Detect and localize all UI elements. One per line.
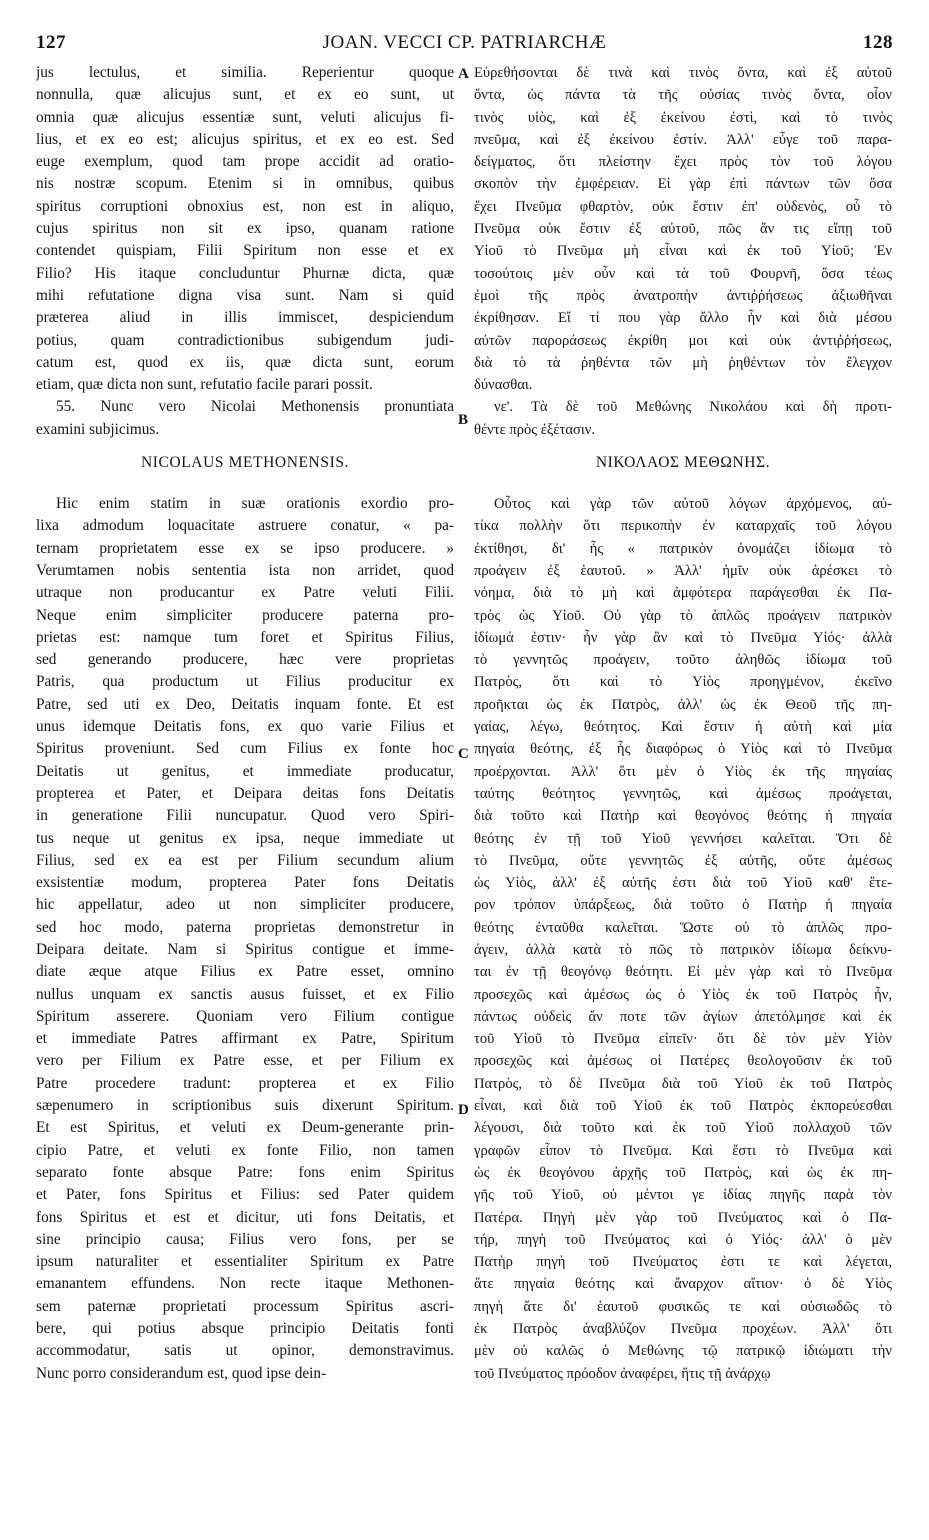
text-line: Εὑρεθήσονται δὲ τινὰ καὶ τινὸς ὄντα, καὶ ἐξ αὐτοῦ (474, 65, 892, 81)
text-line: nonnulla, quæ alicujus sunt, et ex eo sunt, ut (36, 86, 454, 104)
text-line: diate æque atque Filius ex Patre esset, omnino (36, 963, 454, 981)
page-number-left: 127 (36, 32, 66, 53)
text-line: hic appellatur, adeo ut non simpliciter producere, (36, 896, 454, 914)
text-line: μὲν οὐ καλῶς ὁ Μεθώνης τῷ πατρικῷ ἰδιώματι τὴν (474, 1343, 892, 1360)
text-line: cujus spiritus non sit ex ipso, quanam ratione (36, 220, 454, 238)
text-line: θεότης ἐν τῇ τοῦ Υἱοῦ γεννήσει καλεῖται. Ὅτι δὲ (474, 830, 892, 847)
text-line: προέρχονται. Ἀλλ' ὅτι μὲν ὁ Υἱὸς ἐκ τῆς πηγαίας (474, 763, 892, 780)
text-line: 55. Nunc vero Nicolai Methonensis pronuntiata (56, 398, 454, 416)
text-line: ἐμοὶ τῆς πρὸς ἀνατροπὴν ἀντιῤῥήσεως ἀξιωθῆναι (474, 287, 892, 304)
text-line: catum est, quod ex iis, quæ dicta sunt, eorum (36, 353, 454, 371)
text-line: πηγὴ ἅτε δι' ἑαυτοῦ φυσικῶς τε καὶ οὐσιωδῶς τὸ (474, 1298, 892, 1315)
text-line: τὸ γεννητῶς προάγειν, τοῦτο ἀληθῶς ἰδίωμα τοῦ (474, 652, 892, 669)
text-line: Filio? His itaque concluduntur Phurnæ dicta, quæ (36, 264, 454, 282)
text-line: Spiritus proveniunt. Sed cum Filius ex fonte hoc (36, 740, 454, 758)
text-line: Patre procedere tradunt: propterea et ex Filio (36, 1074, 454, 1092)
text-line: exsistentiæ modum, propterea Pater fons Deitatis (36, 874, 454, 892)
text-line: δύνασθαι. (474, 377, 533, 394)
text-line: σκοπὸν τὴν ἐμφέρειαν. Εἰ γὰρ ἐπὶ πάντων τῶν ὅσα (474, 176, 892, 193)
text-line: ἔχει Πνεῦμα φθαρτὸν, οὐκ ἔστιν ἐπ' οὐδενὸς, οὗ τὸ (474, 198, 892, 215)
text-line: τοσούτοις μὲν οὖν καὶ τὰ τοῦ Φουρνῆ, ὅσα τέως (474, 265, 892, 282)
text-line: ἅτε πηγαία θεότης καὶ ἄναρχον αἴτιον· ὁ δὲ Υἱὸς (474, 1276, 892, 1293)
text-line: διὰ τοῦτο καὶ Πατὴρ καὶ θεογόνος θεότης ἡ πηγαία (474, 808, 892, 825)
text-line: Filius, sed ex ea est per Filium secundum alium (36, 851, 454, 869)
text-line: ἐκτίθησι, δι' ἧς « πατρικὸν ὀνομάζει ἰδίωμα τὸ (474, 540, 892, 557)
text-line: lixa admodum loquacitate astruere conatur, « pa- (36, 517, 454, 535)
text-line: δείγματος, ὅτι πλείστην ἔχει πρὸς τὸν τοῦ λόγου (474, 154, 892, 171)
text-line: ἰδίωμά ἐστιν· ἦν γὰρ ἂν καὶ τὸ Πνεῦμα Υἱός· ἀλλὰ (474, 629, 892, 646)
latin-paragraph-2 (36, 396, 454, 441)
text-line: emanantem effundens. Non recte itaque Methonen- (36, 1275, 454, 1293)
text-line: Spiritum asserere. Quoniam vero Filium contigue (36, 1007, 454, 1025)
text-line: in generatione Filii nuncupatur. Quod vero Spiri- (36, 807, 454, 825)
greek-section-heading: ΝΙΚΟΛΑΟΣ ΜΕΘΩΝΗΣ. (595, 454, 771, 472)
text-line: Deipara deitate. Nam si Spiritus contigue et imme- (36, 940, 454, 958)
text-line: πνεῦμα, καὶ ἐξ ἐκείνου ἐστίν. Ἀλλ' εὖγε τοῦ παρα- (474, 131, 892, 148)
text-line: Verumtamen nobis sententia ista non arridet, quod (36, 561, 454, 579)
running-header (36, 32, 893, 58)
page-number-right: 128 (863, 32, 893, 53)
text-line: τίκα πολλὴν ὅτι περικοπὴν ἐν καταρχαῖς τοῦ λόγου (474, 518, 892, 535)
running-title: JOAN. VECCI CP. PATRIARCHÆ (322, 32, 607, 53)
text-line: προῆκται ὡς ἐκ Πατρὸς, ἀλλ' ὡς ἐκ Θεοῦ τῆς πη- (474, 696, 892, 713)
text-line: Patris, qua productum ut Filius producitur ex (36, 673, 454, 691)
text-line: lius, et ex eo est; alicujus spiritus, et ex eo est. Sed (36, 130, 454, 148)
latin-paragraph-3 (36, 493, 454, 1385)
text-line: Πατρὸς, τὸ δὲ Πνεῦμα διὰ τοῦ Υἱοῦ ἐκ τοῦ Πατρὸς (474, 1075, 892, 1092)
text-line: θεότης ἐνταῦθα καλεῖται. Ὥστε οὐ τὸ ἁπλῶς προ- (474, 919, 892, 936)
text-line: λέγουσι, διὰ τοῦτο καὶ ἐκ τοῦ Υἱοῦ πολλαχοῦ τῶν (474, 1120, 892, 1137)
text-line: Οὗτος καὶ γὰρ τῶν αὐτοῦ λόγων ἀρχόμενος, αὐ- (494, 496, 892, 513)
text-line: νόημα, διὰ τὸ μὴ καὶ ἀμφότερα παράγεσθαι ἐκ Πα- (474, 585, 892, 602)
text-line: προσεχῶς καὶ ἀμέσως ὡς ὁ Υἱὸς ἐκ τοῦ Πατρὸς ἦν, (474, 986, 892, 1003)
text-line: Nunc porro considerandum est, quod ipse dein- (36, 1364, 327, 1382)
text-line: τρὸς ὡς Υἱοῦ. Οὐ γὰρ τὸ ἁπλῶς προάγειν πατρικὸν (474, 607, 892, 624)
latin-column (36, 62, 454, 1385)
text-line: spiritus corruptioni obnoxius est, non est in aliquo, (36, 197, 454, 215)
margin-marker-a: A (458, 66, 469, 82)
text-line: προάγειν ἐξ ἑαυτοῦ. » Ἀλλ' ἡμῖν οὐκ ἀρέσκει τὸ (474, 562, 892, 579)
text-line: utraque non producantur ex Patre veluti Filii. (36, 584, 454, 602)
text-line: et Pater, fons Spiritus et Filius: sed Pater quidem (36, 1186, 454, 1204)
text-line: ρον τρόπον ὑπάρξεως, διὰ τοῦτο ὁ Πατὴρ ἡ πηγαία (474, 897, 892, 914)
text-line: tus neque ut genitus ex ipsa, neque immediate ut (36, 829, 454, 847)
text-line: Patre, sed uti ex Deo, Deitatis inquam fonte. Et est (36, 695, 454, 713)
text-line: αὐτῶν παροράσεως ἐκρίθη μοι καὶ οὐκ ἀντιῤῥήσεως, (474, 332, 892, 349)
text-line: bere, qui potius absque principio Deitatis fonti (36, 1320, 454, 1338)
text-line: ὡς ἐκ θεογόνου ἀρχῆς τοῦ Πατρὸς, καὶ ὡς ἐκ πη- (474, 1164, 892, 1181)
text-line: ὄντα, ὡς πάντα τὰ τῆς οὐσίας τινὸς ὄντα, οἷον (474, 87, 892, 104)
text-line: διὰ τὸ τὰ ῥηθέντα τῶν μὴ ῥηθέντων τὸν ἔλεγχον (474, 354, 892, 371)
text-line: προσεχῶς καὶ ἀμέσως οἱ Πατέρες θεολογοῦσιν ἐκ τοῦ (474, 1053, 892, 1070)
text-line: Πατέρα. Πηγὴ μὲν γὰρ τοῦ Πνεύματος καὶ ὁ Πα- (474, 1209, 892, 1226)
text-line: euge exemplum, quod tam prope accidit ad oratio- (36, 153, 454, 171)
text-line: γαίας, λέγω, θεότητος. Καὶ ἔστιν ἡ αὐτὴ καὶ μία (474, 719, 892, 736)
text-line: θέντε πρὸς ἐξέτασιν. (474, 421, 596, 438)
text-line: accommodatur, satis ut opinor, demonstravimus. (36, 1342, 454, 1360)
text-line: examini subjicimus. (36, 420, 160, 438)
text-line: sem paternæ proprietati processum Spiritus ascri- (36, 1297, 454, 1315)
text-line: τήρ, πηγὴ τοῦ Πνεύματος καὶ ὁ Υἱός· ἀλλ' ὁ μὲν (474, 1231, 892, 1248)
text-line: Πατὴρ πηγὴ τοῦ Πνεύματος ἐστι τε καὶ λέγεται, (474, 1254, 892, 1271)
greek-paragraph-2 (474, 396, 892, 441)
margin-marker-d: D (458, 1102, 469, 1118)
latin-section-heading: NICOLAUS METHONENSIS. (140, 454, 350, 472)
text-line: άγειν, ἀλλὰ κατὰ τὸ πῶς τὸ πατρικὸν ἰδίωμα δείκνυ- (474, 941, 892, 958)
text-line: unus idemque Deitatis fons, ex quo varie Filius et (36, 718, 454, 736)
text-line: πηγαία θεότης, ἐξ ἧς διαφόρως ὁ Υἱὸς καὶ τὸ Πνεῦμα (474, 741, 892, 758)
text-line: nullus unquam ex sanctis ausus fuisset, et ex Filio (36, 985, 454, 1003)
text-line: Υἱοῦ τὸ Πνεῦμα μὴ εἶναι καὶ ἐκ τοῦ Υἱοῦ; Ἐν (474, 243, 892, 260)
greek-column (474, 62, 892, 1385)
text-line: Πατρὸς, ὅτι καὶ τὸ Υἱὸς προηγμένον, ἐκεῖνο (474, 674, 892, 691)
text-line: ὡς Υἱὸς, ἀλλ' ἐξ αὐτῆς ἐστι διὰ τοῦ Υἱοῦ καθ' ἕτε- (474, 875, 892, 892)
text-line: etiam, quæ dicta non sunt, refutatio facile parari possit. (36, 376, 373, 394)
text-line: sæpenumero in scriptionibus suis dixerunt Spiritum. (36, 1097, 454, 1115)
text-line: τινὸς υἱὸς, καὶ ἐξ ἐκείνου ἐστὶ, καὶ τὸ τινὸς (474, 109, 892, 126)
text-line: potius, quam contradictionibus subigendum judi- (36, 331, 454, 349)
text-line: ternam proprietatem esse ex se ipso producere. » (36, 539, 454, 557)
text-line: fons Spiritus et est et dicitur, uti fons Deitatis, et (36, 1208, 454, 1226)
text-line: et immediate Patres affirmant ex Patre, Spiritum (36, 1030, 454, 1048)
greek-paragraph-3 (474, 493, 892, 1385)
text-line: Hic enim statim in suæ orationis exordio pro- (56, 495, 454, 513)
text-line: cipio Patre, et veluti ex fonte Filio, non tamen (36, 1141, 454, 1159)
text-line: omnia quæ alicujus essentiæ sunt, veluti alicujus fi- (36, 108, 454, 126)
text-line: prietas est: namque tum foret et Spiritus Filius, (36, 628, 454, 646)
text-line: jus lectulus, et similia. Reperientur quoque (36, 64, 454, 81)
text-line: νε'. Τὰ δὲ τοῦ Μεθώνης Νικολάου καὶ δὴ προτι- (494, 399, 892, 416)
text-line: Neque enim simpliciter producere paterna pro- (36, 606, 454, 624)
text-line: nis nostræ scopum. Etenim si in omnibus, quibus (36, 175, 454, 193)
text-line: mihi refutatione digna visa sunt. Nam si quid (36, 286, 454, 304)
text-line: τὸ Πνεῦμα, οὔτε γεννητῶς ἐξ αὐτῆς, οὔτε ἀμέσως (474, 852, 892, 869)
latin-paragraph-1 (36, 62, 454, 396)
text-line: γῆς τοῦ Υἱοῦ, οὐ μέντοι γε ἰδίας πηγῆς παρὰ τὸν (474, 1187, 892, 1204)
text-line: contendet quispiam, Filii Spiritum non esse et ex (36, 242, 454, 260)
text-line: propterea et Pater, et Deipara deitas fons Deitatis (36, 784, 454, 802)
greek-paragraph-1 (474, 62, 892, 396)
text-line: τοῦ Υἱοῦ τὸ Πνεῦμα εἰπεῖν· ὅτι δὲ τὸν μὲν Υἱὸν (474, 1031, 892, 1048)
text-line: Πνεῦμα οὐκ ἔστιν ἐξ αὐτοῦ, πῶς ἄν τις εἴπῃ τοῦ (474, 221, 892, 238)
text-line: ἐκρίθησαν. Εἴ τί που γὰρ ἄλλο ἦν καὶ διὰ μέσου (474, 310, 892, 327)
text-line: sed generando producere, hæc vere proprietas (36, 651, 454, 669)
margin-marker-c: C (458, 746, 469, 762)
margin-marker-b: B (458, 412, 469, 428)
text-line: ταύτης θεότητος γεννητῶς, καὶ ἀμέσως προάγεται, (474, 785, 892, 802)
text-line: vero per Filium ex Patre esse, et per Filium ex (36, 1052, 454, 1070)
text-line: πάντως οὐδεὶς ἄν ποτε τῶν ἁγίων ἀπετόλμησε καὶ ἐκ (474, 1008, 892, 1025)
text-line: ται ἐν τῇ θεογόνῳ θεότητι. Εἰ μὲν γὰρ καὶ τὸ Πνεῦμα (474, 964, 892, 981)
text-line: præterea aliud in illis immiscet, despiciendum (36, 309, 454, 327)
text-line: sed hoc modo, paterna proprietas demonstretur in (36, 918, 454, 936)
text-line: εἶναι, καὶ διὰ τοῦ Υἱοῦ ἐκ τοῦ Πατρὸς ἐκπορεύεσθαι (474, 1098, 892, 1115)
text-line: γραφῶν εἶπον τὸ Πνεῦμα. Καὶ ἔστι τὸ Πνεῦμα καὶ (474, 1142, 892, 1159)
text-line: ἐκ Πατρὸς ἀναβλύζον Πνεῦμα προχέων. Ἀλλ' ὅτι (474, 1321, 892, 1338)
text-line: Deitatis ut genitus, et immediate producatur, (36, 762, 454, 780)
text-line: ipsum naturaliter et essentialiter Spiritum ex Patre (36, 1253, 454, 1271)
text-line: τοῦ Πνεύματος πρόοδον ἀναφέρει, ἥτις τῇ ἀνάρχῳ (474, 1365, 771, 1382)
text-line: separato fonte absque Patre: fons enim Spiritus (36, 1163, 454, 1181)
text-line: Et est Spiritus, et veluti ex Deum-generante prin- (36, 1119, 454, 1137)
text-line: sine principio causa; Filius vero fons, per se (36, 1230, 454, 1248)
